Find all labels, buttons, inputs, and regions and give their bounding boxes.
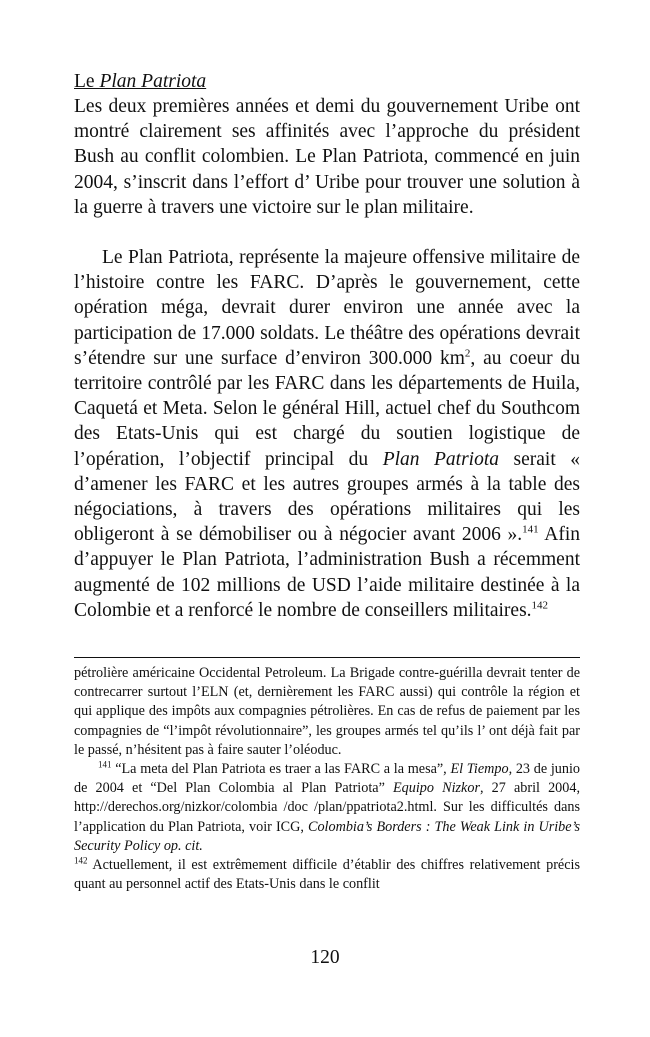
page-body [74, 70, 580, 623]
footnote-141-text-2: , 23 de junio de 2004 et “Del Plan Colombia al Plan Patriota” [74, 761, 581, 797]
paragraph-1: Les deux premières années et demi du gouvernement Uribe ont montré clairement ses affinités avec l’approche du président Bush au conflit colombien. Le Plan Patriota, commencé en juin 2004, s’inscrit dans l’effort d’ Uribe pour trouver une solution à la guerre à travers une victoire sur le plan militaire. [74, 96, 580, 218]
footnote-141-text-1: “La meta del Plan Patriota es traer a las FARC a la mesa”, [111, 761, 451, 778]
footnote-separator [74, 657, 580, 658]
footnote-continued: pétrolière américaine Occidental Petroleum. La Brigade contre-guérilla devrait tenter de contrecarrer surtout l’ELN (et, dernièrement les FARC aussi) qui contrôle la région et qui applique des impôts aux compagnies pétrolières. En cas de refus de paiement par les compagnies de “l’impôt révolutionnaire”, les groupes armés tel qu’ils l’ ont déjà fait par le passé, n’hésitent pas à faire sauter l’oléoduc. [74, 665, 580, 758]
paragraph-2-italic: Plan Patriota [382, 448, 500, 470]
paragraph-2-part-1: Le Plan Patriota, représente la majeure offensive militaire de l’histoire contre les FARC. D’après le gouvernement, cette opération méga, devrait durer environ une année avec la participation de 17.000 soldats. Le théâtre des opérations devrait s’étendre sur une surface d’environ 300.000 km [74, 247, 580, 369]
footnote-142-number: 142 [74, 855, 88, 866]
superscript-unit: 2 [464, 347, 471, 360]
footnote-141 [74, 760, 580, 856]
paragraph-2-part-3: serait « d’amener les FARC et les autres groupes armés à la table des négociations, à travers des opérations militaires qui les obligeront à se démobiliser ou à négocier avant 2006 ». [74, 448, 580, 546]
footnote-141-text-3: , 27 abril 2004, http://derechos.org/nizkor/colombia /doc /plan/ppatriota2.html. Sur les difficultés dans l’application du Plan Patriota, voir ICG, [74, 780, 581, 835]
footnote-ref-142: 142 [531, 599, 549, 612]
paragraph-2 [74, 245, 580, 623]
heading-prefix: Le [74, 71, 100, 92]
footnote-141-italic-1: El Tiempo [450, 761, 509, 778]
footnote-ref-141: 141 [522, 523, 539, 536]
heading-title: Plan Patriota [99, 71, 207, 92]
footnote-142 [74, 856, 580, 894]
section-heading [74, 70, 580, 94]
footnote-141-italic-3: Colombia’s Borders : The Weak Link in Uribe’s Security Policy op. cit. [74, 818, 580, 854]
footnote-141-italic-2: Equipo Nizkor [393, 780, 480, 797]
footnote-142-text: Actuellement, il est extrêmement difficile d’établir des chiffres relativement précis quant au personnel actif des Etats-Unis dans le conflit [74, 857, 580, 893]
page-number: 120 [310, 947, 340, 968]
footnote-141-number: 141 [98, 759, 112, 770]
footnotes [74, 664, 580, 894]
paragraph-2-part-4: Afin d’appuyer le Plan Patriota, l’administration Bush a récemment augmenté de 102 millions de USD l’aide militaire destinée à la Colombie et a renforcé le nombre de conseillers militaires. [74, 524, 580, 621]
paragraph-2-part-2: , au coeur du territoire contrôlé par les FARC dans les départements de Huila, Caquetá et Meta. Selon le général Hill, actuel chef du Southcom des Etats-Unis qui est chargé du soutien logistique de l’opération, l’objectif principal du [74, 347, 580, 470]
